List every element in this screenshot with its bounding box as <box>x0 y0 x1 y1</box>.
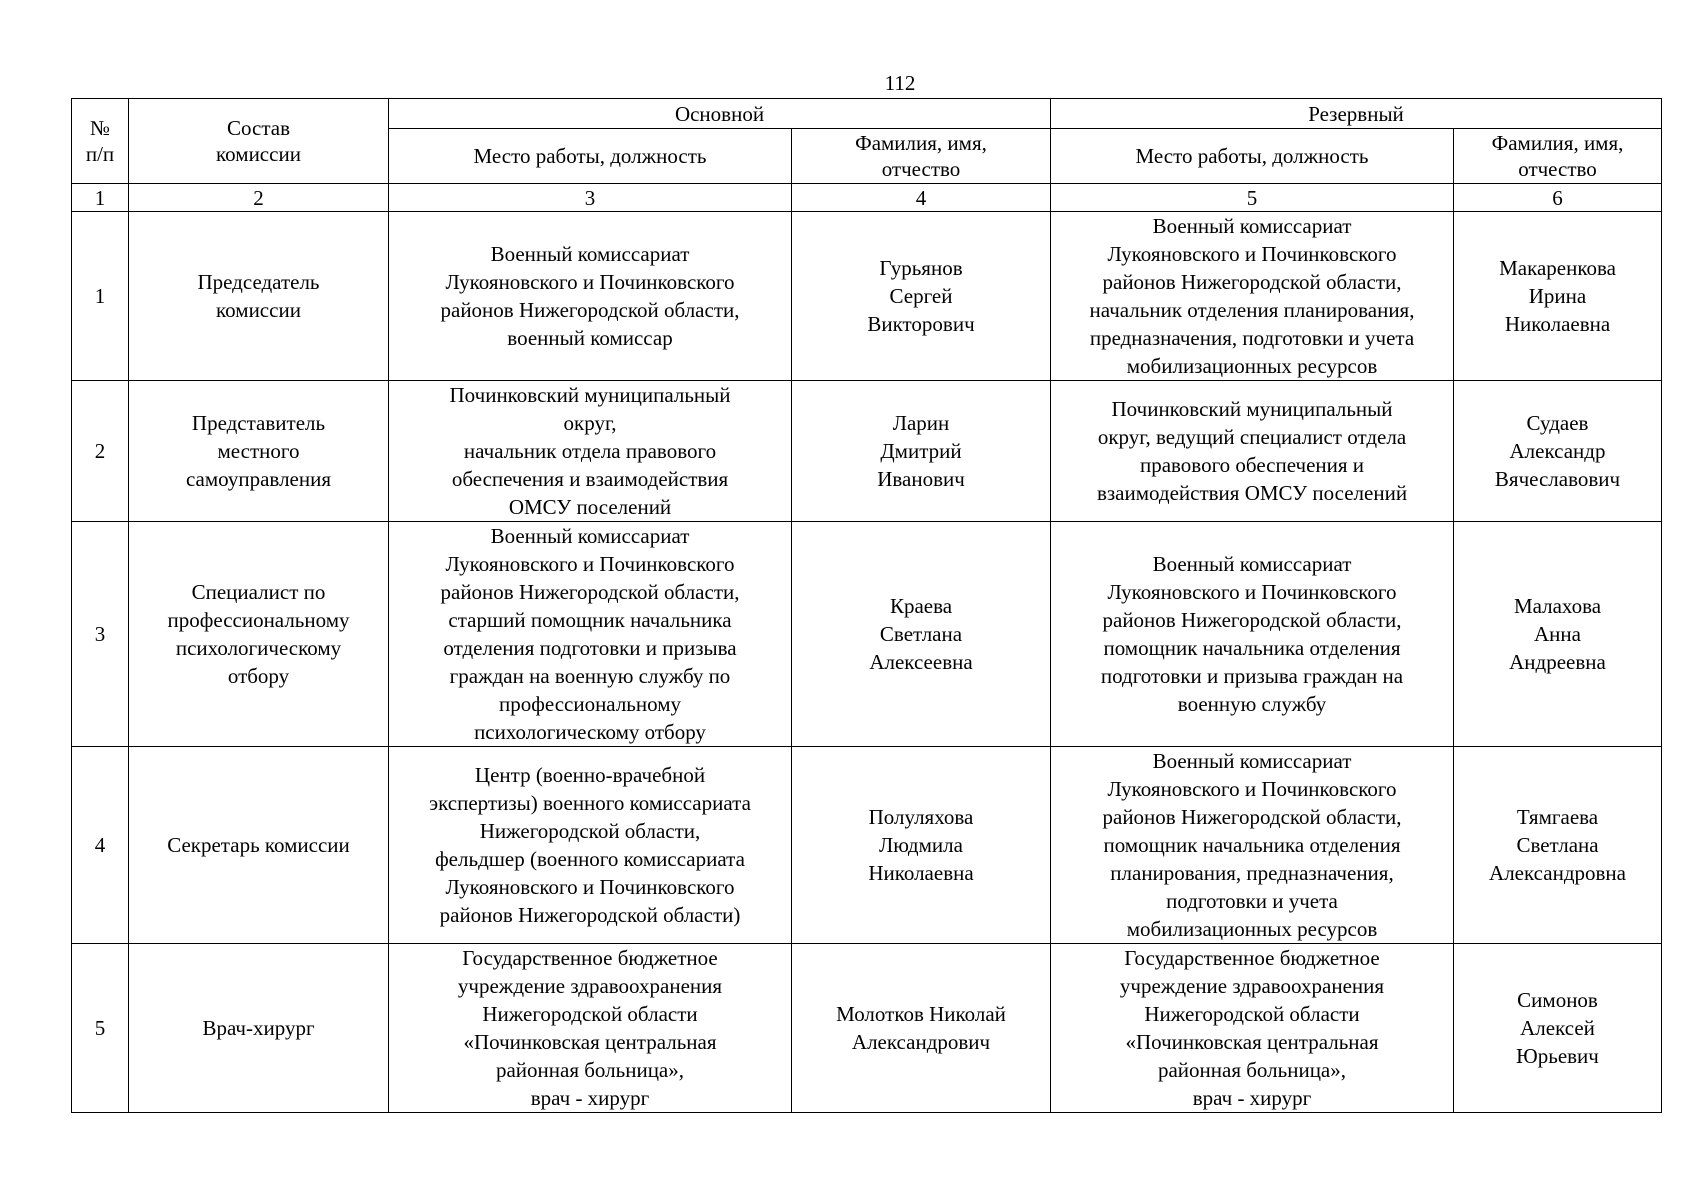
reserve-workplace-cell: Починковский муниципальный округ, ведущий специалист отдела правового обеспечения и взаимодействия ОМСУ поселений <box>1051 381 1454 522</box>
header-main-fullname: Фамилия, имя, отчество <box>792 129 1051 184</box>
reserve-name-cell: Макаренкова Ирина Николаевна <box>1454 212 1662 381</box>
reserve-workplace-cell: Военный комиссариат Лукояновского и Починковского районов Нижегородской области, начальник отделения планирования, предназначения, подготовки и учета мобилизационных ресурсов <box>1051 212 1454 381</box>
column-numbers-row <box>72 184 1662 212</box>
row-number: 4 <box>72 747 129 944</box>
main-name-cell: Полуляхова Людмила Николаевна <box>792 747 1051 944</box>
row-number: 3 <box>72 522 129 747</box>
reserve-workplace-cell: Военный комиссариат Лукояновского и Починковского районов Нижегородской области, помощник начальника отделения подготовки и призыва граждан на военную службу <box>1051 522 1454 747</box>
main-workplace-cell: Военный комиссариат Лукояновского и Починковского районов Нижегородской области, старший помощник начальника отделения подготовки и призыва граждан на военную службу по профессиональному психологическому отбору <box>389 522 792 747</box>
table-row <box>72 944 1662 1113</box>
column-number: 1 <box>72 184 129 212</box>
table-row <box>72 381 1662 522</box>
header-row <box>72 99 1662 129</box>
row-number: 1 <box>72 212 129 381</box>
header-composition: Состав комиссии <box>129 99 389 184</box>
main-workplace-cell: Государственное бюджетное учреждение здравоохранения Нижегородской области «Починковская центральная районная больница», врач - хирург <box>389 944 792 1113</box>
column-number: 3 <box>389 184 792 212</box>
page-number: 112 <box>884 71 916 95</box>
column-number: 5 <box>1051 184 1454 212</box>
main-workplace-cell: Центр (военно-врачебной экспертизы) военного комиссариата Нижегородской области, фельдшер (военного комиссариата Лукояновского и Починковского районов Нижегородской области) <box>389 747 792 944</box>
header-no: № п/п <box>72 99 129 184</box>
row-number: 5 <box>72 944 129 1113</box>
column-number: 6 <box>1454 184 1662 212</box>
main-workplace-cell: Починковский муниципальный округ, начальник отдела правового обеспечения и взаимодействия ОМСУ поселений <box>389 381 792 522</box>
reserve-name-cell: Симонов Алексей Юрьевич <box>1454 944 1662 1113</box>
reserve-name-cell: Малахова Анна Андреевна <box>1454 522 1662 747</box>
main-name-cell: Молотков Николай Александрович <box>792 944 1051 1113</box>
reserve-name-cell: Судаев Александр Вячеславович <box>1454 381 1662 522</box>
commission-table <box>71 98 1662 1113</box>
main-workplace-cell: Военный комиссариат Лукояновского и Починковского районов Нижегородской области, военный комиссар <box>389 212 792 381</box>
role-cell: Врач-хирург <box>129 944 389 1113</box>
header-reserve: Резервный <box>1051 99 1662 129</box>
reserve-workplace-cell: Военный комиссариат Лукояновского и Починковского районов Нижегородской области, помощник начальника отделения планирования, предназначения, подготовки и учета мобилизационных ресурсов <box>1051 747 1454 944</box>
role-cell: Секретарь комиссии <box>129 747 389 944</box>
table-row <box>72 747 1662 944</box>
header-reserve-workplace: Место работы, должность <box>1051 129 1454 184</box>
reserve-workplace-cell: Государственное бюджетное учреждение здравоохранения Нижегородской области «Починковская центральная районная больница», врач - хирург <box>1051 944 1454 1113</box>
role-cell: Председатель комиссии <box>129 212 389 381</box>
main-name-cell: Гурьянов Сергей Викторович <box>792 212 1051 381</box>
header-reserve-fullname: Фамилия, имя, отчество <box>1454 129 1662 184</box>
column-number: 4 <box>792 184 1051 212</box>
header-main-workplace: Место работы, должность <box>389 129 792 184</box>
row-number: 2 <box>72 381 129 522</box>
reserve-name-cell: Тямгаева Светлана Александровна <box>1454 747 1662 944</box>
main-name-cell: Ларин Дмитрий Иванович <box>792 381 1051 522</box>
table-row <box>72 212 1662 381</box>
table-row <box>72 522 1662 747</box>
role-cell: Представитель местного самоуправления <box>129 381 389 522</box>
main-name-cell: Краева Светлана Алексеевна <box>792 522 1051 747</box>
header-main: Основной <box>389 99 1051 129</box>
column-number: 2 <box>129 184 389 212</box>
role-cell: Специалист по профессиональному психологическому отбору <box>129 522 389 747</box>
